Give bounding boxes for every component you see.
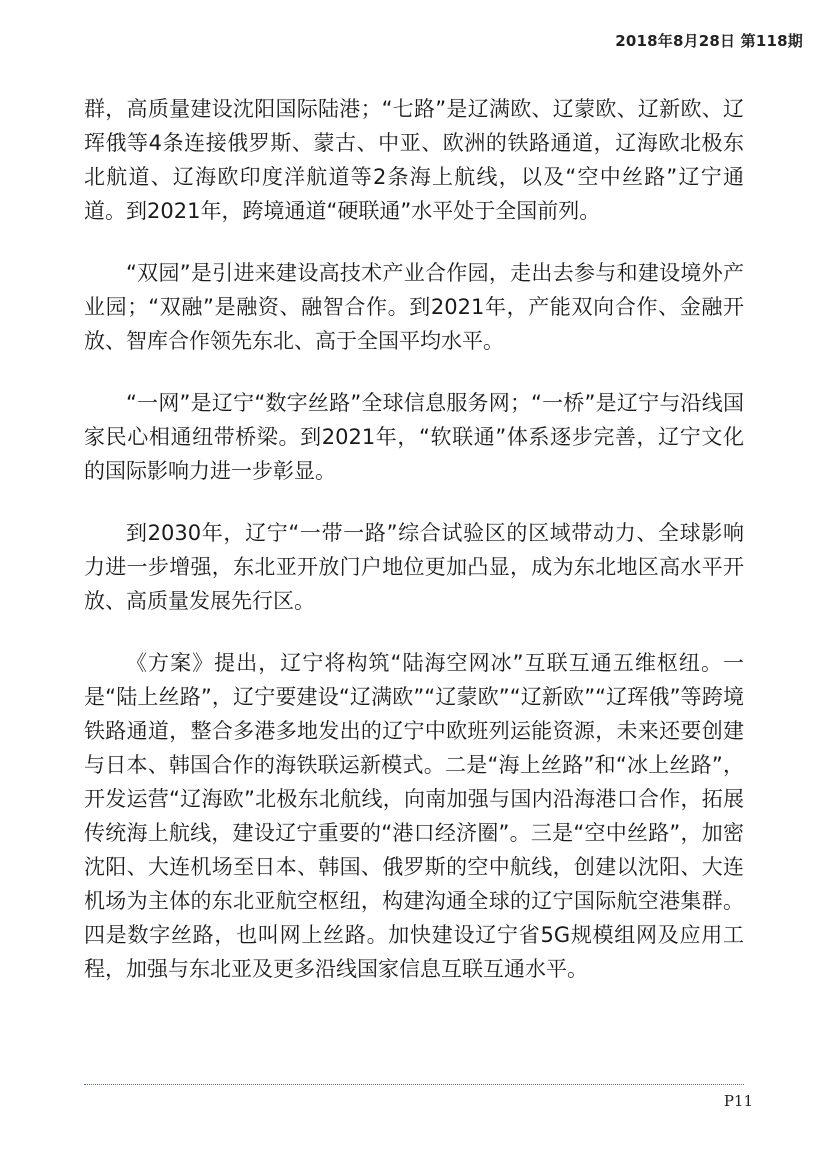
paragraph-shuangyuan: “双园”是引进来建设高技术产业合作园，走出去参与和建设境外产业园；“双融”是融资、融智合作。到2021年，产能双向合作、金融开放、智库合作领先东北、高于全国平均水平。 — [84, 261, 744, 353]
paragraph-yiwang: “一网”是辽宁“数字丝路”全球信息服务网；“一桥”是辽宁与沿线国家民心相通纽带桥梁。到2021年，“软联通”体系逐步完善，辽宁文化的国际影响力进一步彰显。 — [84, 391, 744, 483]
issue-date-header: 2018年8月28日 第118期 — [615, 32, 803, 50]
paragraph-continuation: 群，高质量建设沈阳国际陆港；“七路”是辽满欧、辽蒙欧、辽新欧、辽珲俄等4条连接俄罗斯、蒙古、中亚、欧洲的铁路通道，辽海欧北极东北航道、辽海欧印度洋航道等2条海上航线，以及“空中丝路”辽宁通道。到2021年，跨境通道“硬联通”水平处于全国前列。 — [84, 97, 744, 223]
page-number: P11 — [723, 1092, 753, 1110]
footer-divider — [84, 1084, 744, 1085]
paragraph-2030-goal: 到2030年，辽宁“一带一路”综合试验区的区域带动力、全球影响力进一步增强，东北亚开放门户地位更加凸显，成为东北地区高水平开放、高质量发展先行区。 — [84, 521, 744, 613]
article-body — [84, 92, 744, 1014]
paragraph-fangan: 《方案》提出，辽宁将构筑“陆海空网冰”互联互通五维枢纽。一是“陆上丝路”，辽宁要建设“辽满欧”“辽蒙欧”“辽新欧”“辽珲俄”等跨境铁路通道，整合多港多地发出的辽宁中欧班列运能资源，未来还要创建与日本、韩国合作的海铁联运新模式。二是“海上丝路”和“冰上丝路”，开发运营“辽海欧”北极东北航线，向南加强与国内沿海港口合作，拓展传统海上航线，建设辽宁重要的“港口经济圈”。三是“空中丝路”，加密沈阳、大连机场至日本、韩国、俄罗斯的空中航线，创建以沈阳、大连机场为主体的东北亚航空枢纽，构建沟通全球的辽宁国际航空港集群。四是数字丝路，也叫网上丝路。加快建设辽宁省5G规模组网及应用工程，加强与东北亚及更多沿线国家信息互联互通水平。 — [84, 651, 744, 981]
